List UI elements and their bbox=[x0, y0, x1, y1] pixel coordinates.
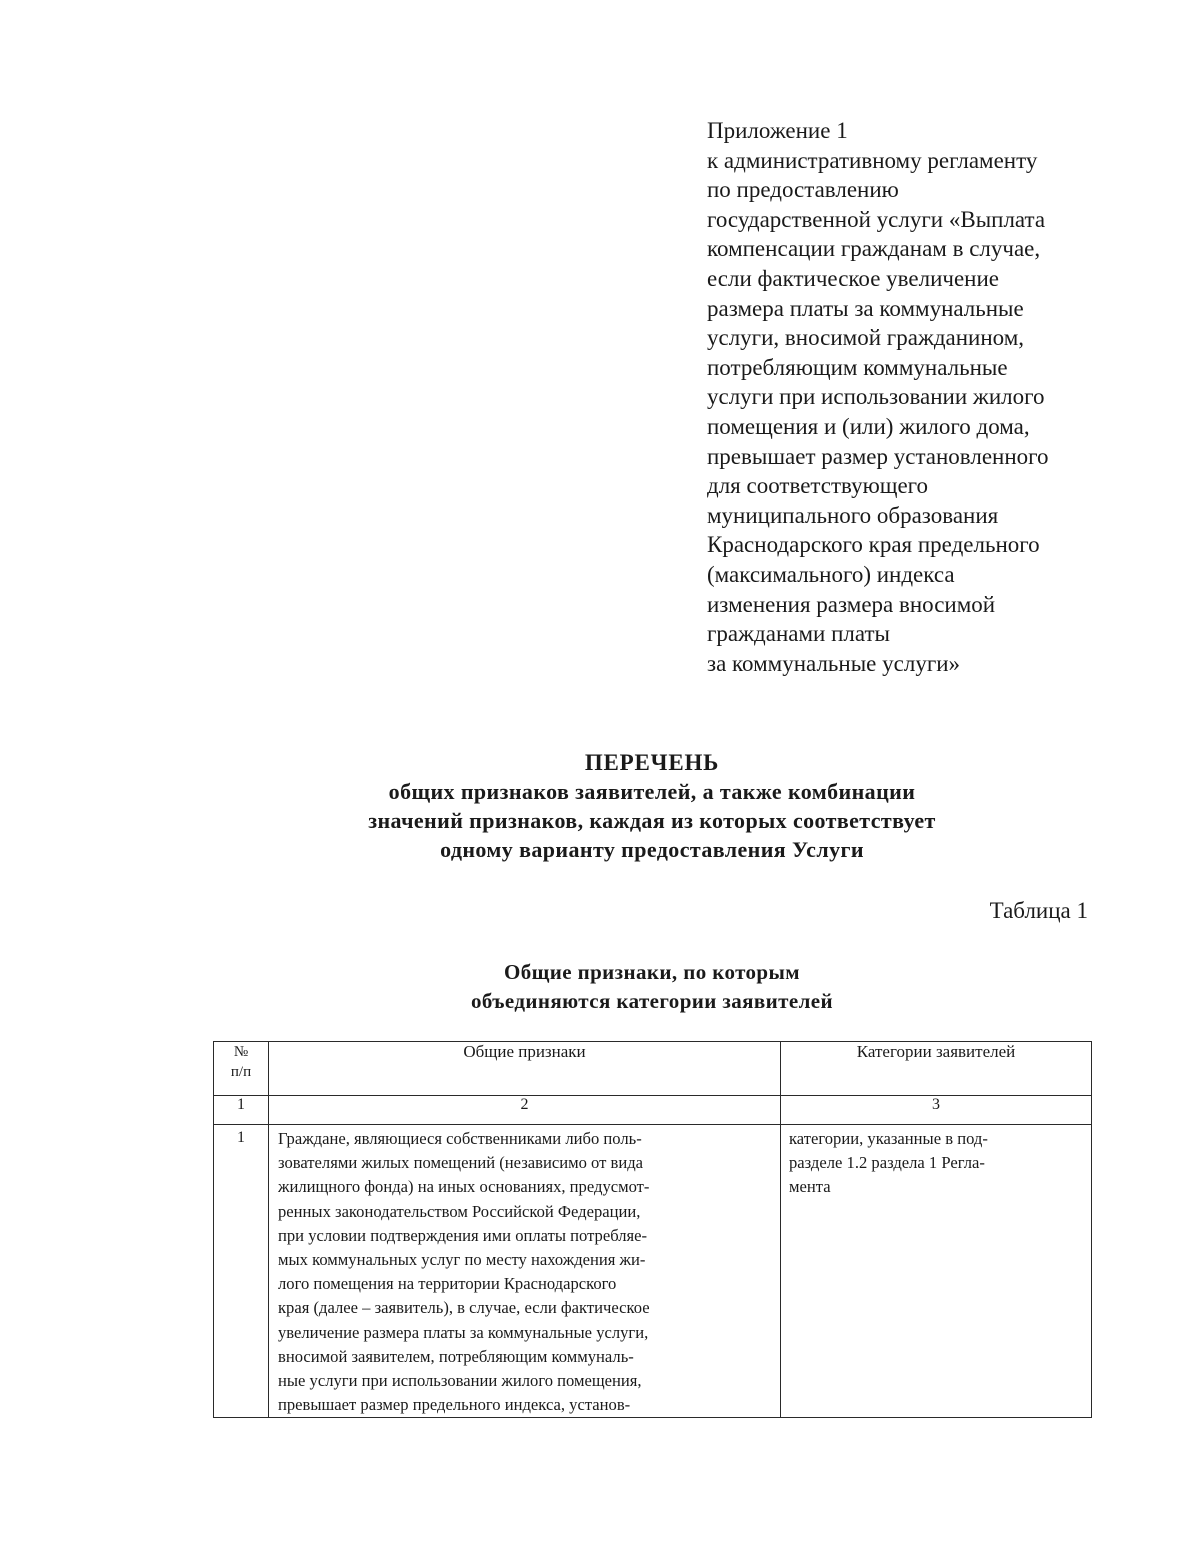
appendix-line: компенсации гражданам в случае, bbox=[707, 236, 1041, 262]
appendix-line: превышает размер установленного bbox=[707, 443, 1049, 469]
appendix-line: для соответствующего bbox=[707, 473, 929, 499]
appendix-line: к административному регламенту bbox=[707, 147, 1038, 173]
column-number-cell: 3 bbox=[781, 1096, 1092, 1125]
features-text-line: жилищного фонда) на иных основаниях, предусмот- bbox=[278, 1177, 650, 1197]
appendix-line: размера платы за коммунальные bbox=[707, 295, 1024, 321]
document-title bbox=[300, 748, 1004, 864]
categories-text-line: мента bbox=[789, 1177, 831, 1197]
features-text-line: вносимой заявителем, потребляющим коммуналь- bbox=[278, 1346, 634, 1366]
table-title bbox=[352, 958, 952, 1016]
features-text-line: превышает размер предельного индекса, установ- bbox=[278, 1395, 631, 1415]
appendix-line: (максимального) индекса bbox=[707, 561, 955, 587]
table-title-line: Общие признаки, по которым bbox=[503, 960, 801, 984]
categories-text-line: категории, указанные в под- bbox=[789, 1129, 988, 1148]
title-line: общих признаков заявителей, а также комбинации bbox=[388, 779, 916, 804]
features-text-line: зователями жилых помещений (независимо от вида bbox=[278, 1153, 644, 1173]
title-line: значений признаков, каждая из которых соответствует bbox=[368, 808, 936, 833]
appendix-line: помещения и (или) жилого дома, bbox=[707, 413, 1030, 439]
appendix-line: государственной услуги «Выплата bbox=[707, 206, 1046, 232]
title-line: одному варианту предоставления Услуги bbox=[440, 837, 864, 862]
features-table bbox=[213, 1041, 1092, 1418]
features-text-line: лого помещения на территории Краснодарского bbox=[278, 1274, 617, 1294]
header-number-abbr: п/п bbox=[230, 1064, 252, 1080]
appendix-line: потребляющим коммунальные bbox=[707, 354, 1008, 380]
appendix-line: Приложение 1 bbox=[707, 118, 848, 143]
features-text-line: увеличение размера платы за коммунальные услуги, bbox=[278, 1322, 649, 1342]
features-text-line: края (далее – заявитель), в случае, если фактическое bbox=[278, 1298, 650, 1318]
features-text-line: при условии подтверждения ими оплаты потребляе- bbox=[278, 1225, 648, 1245]
table-label: Таблица 1 bbox=[989, 898, 1088, 923]
features-text-line: ные услуги при использовании жилого помещения, bbox=[278, 1371, 642, 1391]
features-text-line: мых коммунальных услуг по месту нахождения жи- bbox=[278, 1250, 646, 1270]
table-row bbox=[214, 1125, 1092, 1418]
header-features-cell: Общие признаки bbox=[269, 1042, 781, 1096]
appendix-line: услуги, вносимой гражданином, bbox=[707, 325, 1025, 351]
categories-text-line: разделе 1.2 раздела 1 Регла- bbox=[789, 1153, 985, 1173]
title-heading: ПЕРЕЧЕНЬ bbox=[584, 750, 720, 775]
table-column-numbers-row bbox=[214, 1096, 1092, 1125]
features-text-line: ренных законодательством Российской Федерации, bbox=[278, 1201, 641, 1221]
header-number-symbol: № bbox=[233, 1044, 249, 1060]
table-title-line: объединяются категории заявителей bbox=[470, 989, 834, 1013]
appendix-line: гражданами платы bbox=[707, 621, 890, 647]
header-categories-cell: Категории заявителей bbox=[781, 1042, 1092, 1096]
appendix-line: муниципального образования bbox=[707, 502, 999, 528]
table-header-row bbox=[214, 1042, 1092, 1096]
appendix-line: Краснодарского края предельного bbox=[707, 532, 1040, 558]
appendix-line: изменения размера вносимой bbox=[707, 591, 996, 617]
row-number-cell: 1 bbox=[214, 1125, 269, 1418]
appendix-line: по предоставлению bbox=[707, 177, 899, 203]
appendix-header bbox=[707, 116, 1127, 678]
appendix-line: если фактическое увеличение bbox=[707, 265, 999, 291]
column-number-cell: 1 bbox=[214, 1096, 269, 1125]
row-categories-cell bbox=[781, 1125, 1092, 1418]
appendix-line: услуги при использовании жилого bbox=[707, 384, 1045, 410]
row-features-cell bbox=[269, 1125, 781, 1418]
header-number-cell bbox=[214, 1042, 269, 1096]
features-text-line: Граждане, являющиеся собственниками либо поль- bbox=[278, 1129, 642, 1148]
appendix-line: за коммунальные услуги» bbox=[707, 650, 961, 676]
column-number-cell: 2 bbox=[269, 1096, 781, 1125]
